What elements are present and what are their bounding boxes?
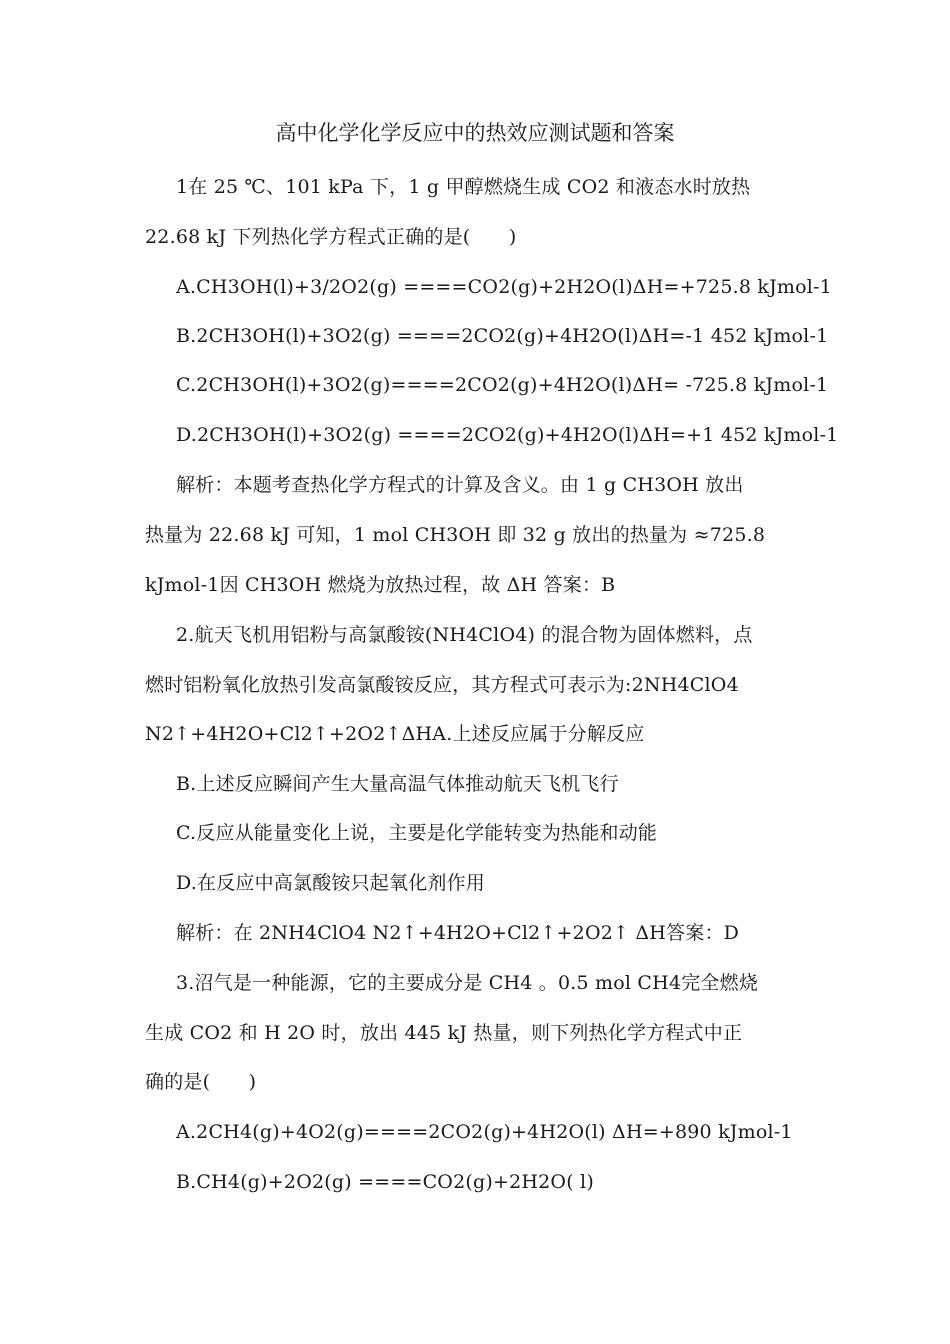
question-1-option-a: A.CH3OH(l)+3/2O2(g) ====CO2(g)+2H2O(l)ΔH=+725.8 kJmol-1 [176,276,832,298]
question-3-stem: 3.沼气是一种能源，它的主要成分是 CH4 。0.5 mol CH4完全燃烧 [176,972,759,994]
question-1-option-d: D.2CH3OH(l)+3O2(g) ====2CO2(g)+4H2O(l)ΔH=+1 452 kJmol-1 [176,424,839,446]
question-1-option-c: C.2CH3OH(l)+3O2(g)====2CO2(g)+4H2O(l)ΔH= -725.8 kJmol-1 [176,374,829,396]
question-3-stem-end: 确的是( ) [145,1071,257,1093]
question-2-option-a: N2↑+4H2O+Cl2↑+2O2↑ΔHA.上述反应属于分解反应 [145,723,645,745]
page-title: 高中化学化学反应中的热效应测试题和答案 [275,121,675,145]
question-1-option-b: B.2CH3OH(l)+3O2(g) ====2CO2(g)+4H2O(l)ΔH=-1 452 kJmol-1 [176,325,829,347]
question-3-stem-cont: 生成 CO2 和 H 2O 时，放出 445 kJ 热量，则下列热化学方程式中正 [145,1022,743,1044]
question-3-option-b: B.CH4(g)+2O2(g) ====CO2(g)+2H2O( l) [176,1171,594,1193]
question-1-answer: kJmol-1因 CH3OH 燃烧为放热过程，故 ΔH 答案：B [145,574,616,596]
question-2-option-b: B.上述反应瞬间产生大量高温气体推动航天飞机飞行 [176,773,619,795]
question-2-option-d: D.在反应中高氯酸铵只起氧化剂作用 [176,872,485,894]
question-2-stem-cont: 燃时铝粉氧化放热引发高氯酸铵反应，其方程式可表示为:2NH4ClO4 [145,674,739,696]
question-1-stem-cont: 22.68 kJ 下列热化学方程式正确的是( ) [145,226,517,248]
question-2-stem: 2.航天飞机用铝粉与高氯酸铵(NH4ClO4) 的混合物为固体燃料，点 [176,624,753,646]
question-3-option-a: A.2CH4(g)+4O2(g)====2CO2(g)+4H2O(l) ΔH=+890 kJmol-1 [176,1121,793,1143]
question-1-analysis: 解析：本题考查热化学方程式的计算及含义。由 1 g CH3OH 放出 [176,474,744,496]
question-2-option-c: C.反应从能量变化上说，主要是化学能转变为热能和动能 [176,822,658,844]
question-1-analysis-cont: 热量为 22.68 kJ 可知，1 mol CH3OH 即 32 g 放出的热量为 ≈725.8 [145,524,766,546]
question-2-analysis: 解析：在 2NH4ClO4 N2↑+4H2O+Cl2↑+2O2↑ ΔH答案：D [176,922,740,944]
question-1-stem: 1在 25 ℃、101 kPa 下，1 g 甲醇燃烧生成 CO2 和液态水时放热 [176,176,751,198]
